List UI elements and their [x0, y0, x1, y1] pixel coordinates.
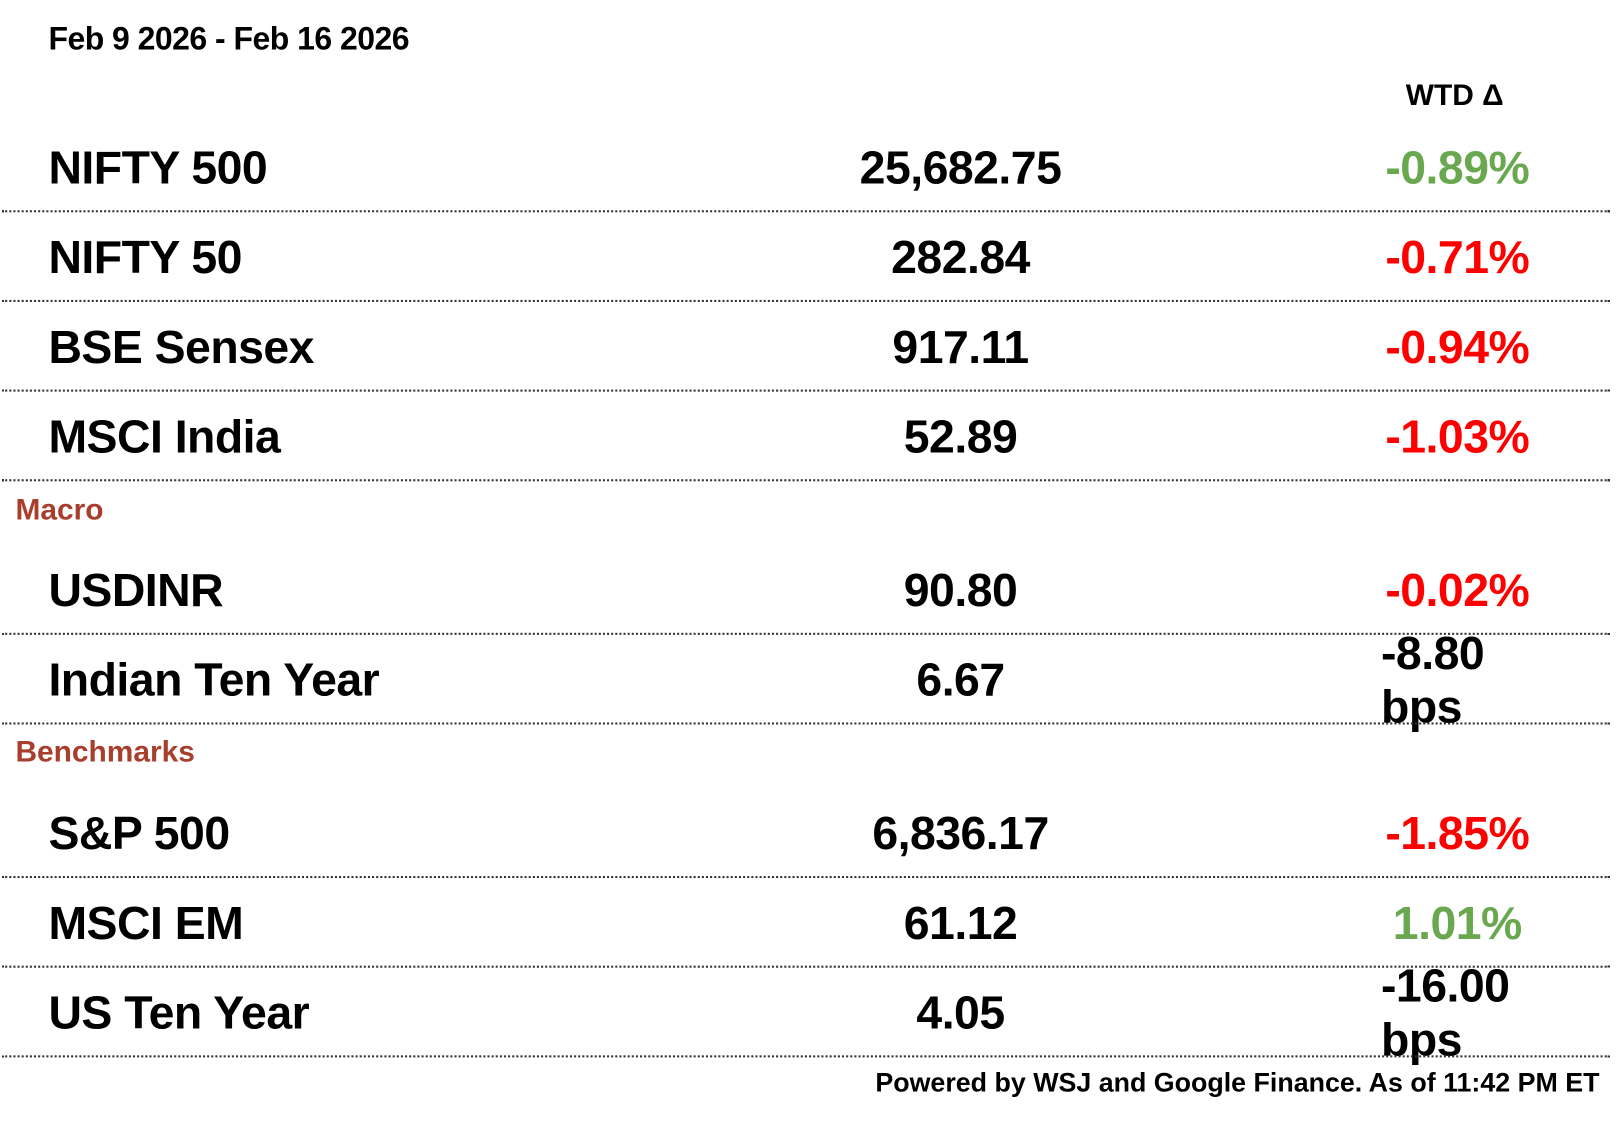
row-name: MSCI EM — [48, 896, 244, 949]
table-row — [0, 878, 1610, 968]
table-row — [0, 302, 1610, 392]
row-change: -8.80 bps — [1381, 626, 1485, 733]
row-change: -16.00 bps — [1381, 958, 1510, 1066]
row-value: 6.67 — [916, 652, 1005, 706]
row-change: -0.94% — [1385, 320, 1530, 373]
row-value: 282.84 — [891, 230, 1030, 283]
row-name: US Ten Year — [48, 985, 310, 1039]
row-name: NIFTY 500 — [48, 140, 268, 194]
row-name: Indian Ten Year — [48, 652, 380, 706]
row-value: 90.80 — [903, 563, 1018, 616]
date-range: Feb 9 2026 - Feb 16 2026 — [48, 20, 410, 57]
row-name: USDINR — [48, 563, 224, 616]
row-change: -1.03% — [1385, 409, 1530, 463]
row-change: -0.02% — [1385, 563, 1530, 616]
table-row — [0, 392, 1610, 482]
row-value: 61.12 — [903, 896, 1018, 949]
row-name: S&P 500 — [48, 806, 230, 860]
row-name: BSE Sensex — [48, 320, 314, 373]
row-value: 25,682.75 — [859, 140, 1062, 194]
section-macro: Macro — [15, 493, 104, 527]
section-benchmarks: Benchmarks — [15, 735, 195, 769]
table-row — [0, 545, 1610, 635]
row-change: -1.85% — [1385, 806, 1530, 860]
row-change: -0.71% — [1385, 230, 1530, 283]
table-row — [0, 958, 1610, 1066]
row-divider — [2, 479, 1610, 481]
row-value: 917.11 — [892, 320, 1029, 373]
row-change: 1.01% — [1392, 896, 1522, 949]
row-divider — [2, 722, 1610, 724]
row-value: 52.89 — [903, 409, 1018, 463]
row-name: NIFTY 50 — [48, 230, 242, 283]
table-row — [0, 626, 1610, 733]
row-value: 4.05 — [916, 985, 1005, 1039]
table-row — [0, 788, 1610, 878]
table-row — [0, 123, 1610, 213]
table-row — [0, 212, 1610, 302]
row-value: 6,836.17 — [872, 806, 1049, 860]
row-name: MSCI India — [48, 409, 281, 463]
footer-source: Powered by WSJ and Google Finance. As of 11:42 PM ET — [875, 1066, 1600, 1098]
wtd-change-header: WTD Δ — [1405, 79, 1504, 113]
row-divider — [2, 1055, 1610, 1057]
row-change: -0.89% — [1385, 140, 1530, 194]
